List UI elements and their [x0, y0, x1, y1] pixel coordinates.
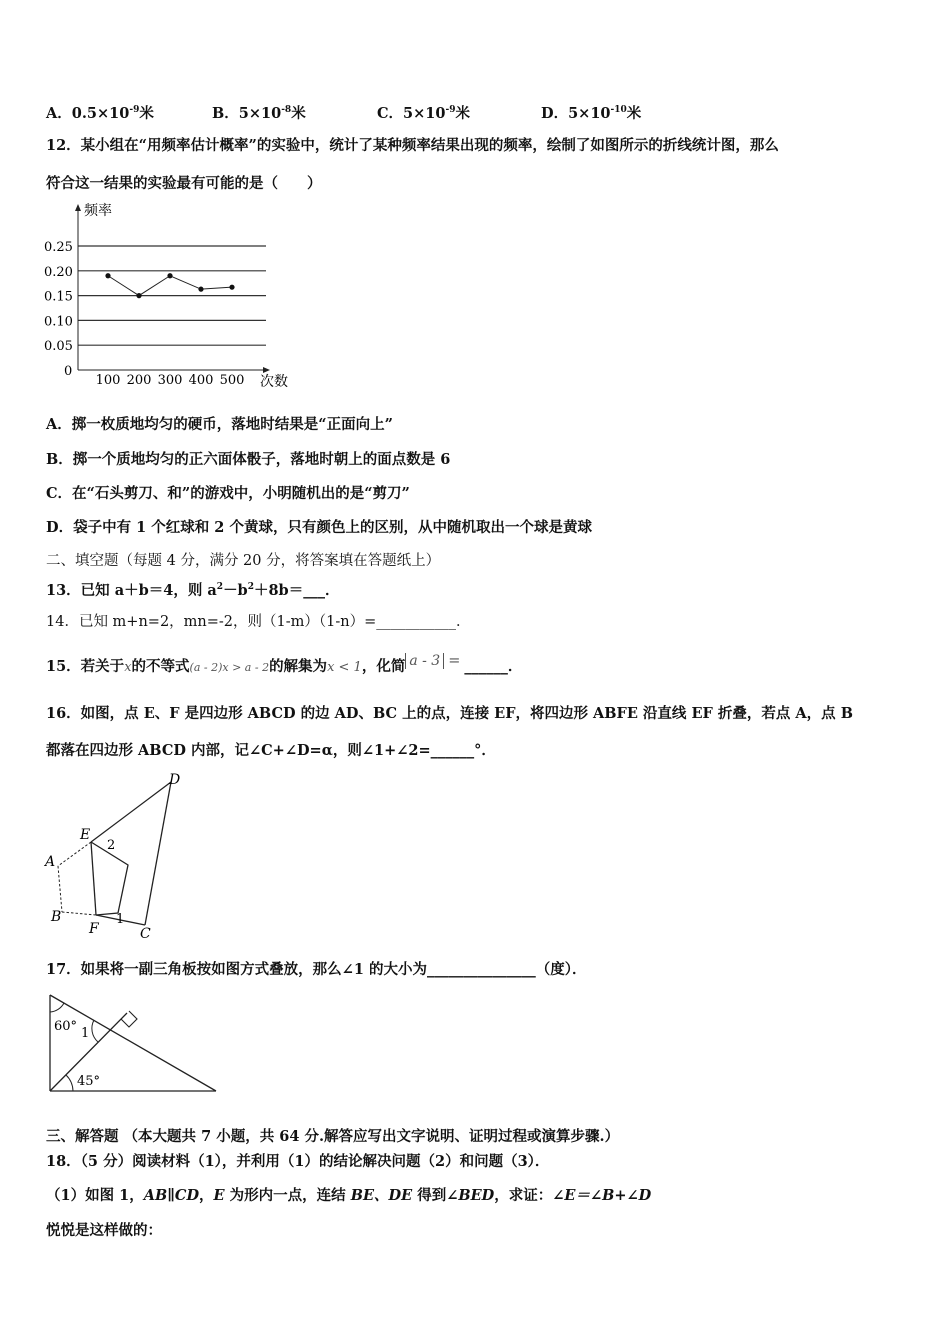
data-point: [198, 287, 203, 292]
q13: 13．已知 a＋b＝4，则 $a^2-b^2+8b=\_\_\_$．: [46, 582, 340, 599]
q12-option-b: B．掷一个质地均匀的正六面体骰子，落地时朝上的面点数是 6: [46, 451, 451, 468]
label-c: C: [140, 926, 151, 942]
x-tick-label: 500: [219, 373, 245, 388]
q18-line1: 18．（5 分）阅读材料（1），并利用（1）的结论解决问题（2）和问题（3）．: [46, 1153, 550, 1170]
right-angle-marker: [121, 1011, 137, 1027]
label-a: A: [45, 854, 56, 870]
q11-choice-c: C．$5\times 10^{-9}$米: [377, 105, 470, 122]
arc-45: [66, 1075, 73, 1091]
label-f: F: [89, 921, 99, 937]
q18-line3: 悦悦是这样做的：: [46, 1222, 162, 1239]
y-tick-label: 0.20: [44, 264, 73, 280]
section2-title: 二、填空题（每题 4 分，满分 20 分，将答案填在答题纸上）: [46, 553, 441, 569]
q17-stem: 17．如果将一副三角板按如图方式叠放，那么∠1 的大小为_______________（度）．: [46, 961, 587, 978]
q12-option-d: D．袋子中有 1 个红球和 2 个黄球，只有颜色上的区别，从中随机取出一个球是黄球: [46, 519, 592, 536]
dashed-bf: [62, 912, 96, 915]
q11-choice-a: A．$0.5\times 10^{-9}$米: [46, 105, 154, 122]
label-one: 1: [116, 912, 125, 927]
label-45: 45°: [77, 1074, 101, 1089]
frequency-line-chart: [40, 198, 310, 398]
x-tick-labels: [96, 373, 245, 388]
q16-stem-line1: 16．如图，点 E、F 是四边形 ABCD 的边 AD、BC 上的点，连接 EF，将四边形 ABFE 沿直线 EF 折叠，若点 A，点 B: [46, 705, 853, 722]
data-point: [229, 285, 234, 290]
label-two: 2: [107, 838, 116, 853]
q16-quadrilateral-figure: [40, 770, 190, 945]
q16-stem-line2: 都落在四边形 ABCD 内部，记∠C+∠D=α，则∠1+∠2=______°．: [46, 742, 496, 759]
series-points: [105, 273, 234, 298]
y-tick-label: 0.10: [44, 314, 73, 330]
q11-choice-b: B．$5\times 10^{-8}$米: [212, 105, 306, 122]
chart-grid: [78, 246, 266, 345]
data-point: [167, 273, 172, 278]
dashed-ab: [58, 866, 62, 912]
label-b: B: [51, 909, 62, 925]
section3-title: 三、解答题 （本大题共 7 小题，共 64 分.解答应写出文字说明、证明过程或演算步骤.）: [46, 1128, 620, 1145]
segment-ef: [91, 842, 96, 915]
x-tick-label: 200: [126, 373, 152, 388]
x-tick-label: 100: [95, 373, 121, 388]
data-point: [105, 273, 110, 278]
q14: 14．已知 m+n=2，mn=-2，则（1-m）（1-n）=___________．: [46, 614, 471, 630]
x-tick-label: 400: [188, 373, 214, 388]
q12-option-c: C．在“石头剪刀、和”的游戏中，小明随机出的是“剪刀”: [46, 485, 410, 502]
q12-option-a: A．掷一枚质地均匀的硬币，落地时结果是“正面向上”: [46, 416, 393, 433]
x-tick-label: 300: [157, 373, 183, 388]
segment-dc: [145, 782, 171, 925]
x-axis-arrow: [263, 367, 270, 373]
y-axis-label: 频率: [84, 203, 112, 219]
label-d: D: [169, 772, 181, 788]
arc-60: [50, 1003, 64, 1012]
q15: 15．若关于x的不等式(a - 2)x > a - 2的解集为x < 1，化简 a - 3 = ______．: [46, 653, 523, 675]
y-tick-label: 0.15: [44, 289, 73, 305]
origin-label: 0: [64, 364, 73, 379]
y-tick-label: 0.05: [44, 339, 73, 355]
q17-set-square-figure: [40, 990, 230, 1100]
series-line: [108, 276, 232, 296]
label-e: E: [80, 827, 91, 843]
dashed-ea: [58, 842, 91, 866]
q18-line2: （1）如图 1，AB∥CD，E 为形内一点，连结 BE、DE 得到∠BED，求证：∠E＝∠B+∠D: [46, 1187, 652, 1204]
q12-stem-line2: 符合这一结果的实验最有可能的是（ ）: [46, 175, 322, 192]
y-tick-label: 0.25: [44, 240, 73, 255]
q12-stem-line1: 12．某小组在“用频率估计概率”的实验中，统计了某种频率结果出现的频率，绘制了如图所示的折线统计图，那么: [46, 137, 779, 154]
data-point: [136, 293, 141, 298]
label-60: 60°: [54, 1019, 78, 1034]
x-axis-label: 次数: [260, 374, 288, 390]
arc-one: [92, 1020, 98, 1042]
segment-ed: [91, 782, 171, 842]
y-axis-arrow: [75, 204, 81, 211]
label-one: 1: [81, 1026, 90, 1041]
y-tick-labels: [44, 240, 73, 354]
q11-choice-d: D．$5\times 10^{-10}$米: [541, 105, 642, 122]
hypotenuse-45: [50, 995, 216, 1091]
